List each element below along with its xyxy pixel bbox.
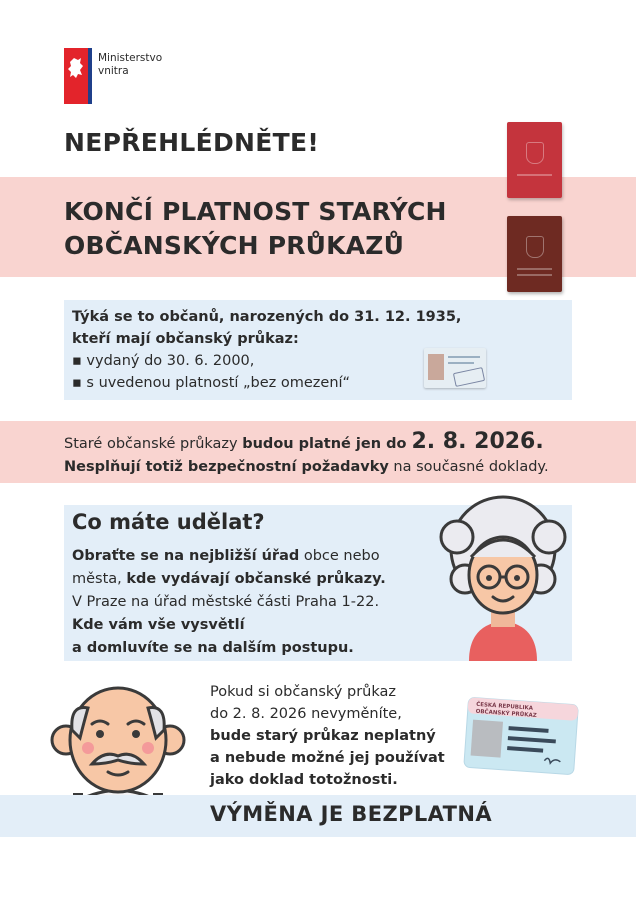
id-card-icon bbox=[424, 348, 486, 388]
ministry-name: Ministerstvo vnitra bbox=[98, 52, 163, 77]
action-title: Co máte udělat? bbox=[72, 510, 265, 534]
validity-line-2: Nesplňují totiž bezpečnostní požadavky na současné doklady. bbox=[64, 459, 549, 475]
eligibility-text: Týká se to občanů, narozených do 31. 12. 1935, kteří mají občanský průkaz: ▪ vydaný do 30. 6. 2000, ▪ s uvedenou platností „bez omezení“ bbox=[72, 306, 461, 394]
ministry-logo-icon bbox=[64, 48, 92, 104]
headline: NEPŘEHLÉDNĚTE! bbox=[64, 128, 320, 157]
new-card-type: OBČANSKÝ PRŮKAZ bbox=[475, 708, 537, 720]
old-id-booklet-red-icon bbox=[507, 122, 562, 198]
new-id-card-icon bbox=[462, 697, 580, 777]
eligibility-bullet: ▪ vydaný do 30. 6. 2000, bbox=[72, 353, 255, 369]
action-text: Obraťte se na nejbližší úřad obce nebo města, kde vydávají občanské průkazy. V Praze na úřad městské části Praha 1-22. Kde vám vše vysvětlí a domluvíte se na dalším postupu. bbox=[72, 548, 386, 656]
validity-date: 2. 8. 2026. bbox=[411, 429, 544, 454]
grandma-icon bbox=[435, 493, 571, 661]
new-card-country: ČESKÁ REPUBLIKA bbox=[475, 701, 534, 712]
page-title: KONČÍ PLATNOST STARÝCH OBČANSKÝCH PRŮKAZŮ bbox=[64, 197, 447, 260]
warning-text: Pokud si občanský průkaz do 2. 8. 2026 nevyměníte, bude starý průkaz neplatný a nebude možné jej používat jako doklad totožnosti. bbox=[210, 684, 445, 788]
free-exchange-note: VÝMĚNA JE BEZPLATNÁ bbox=[210, 802, 493, 826]
eligibility-bullet: ▪ s uvedenou platností „bez omezení“ bbox=[72, 375, 351, 391]
old-id-booklet-brown-icon bbox=[507, 216, 562, 292]
validity-line-1: Staré občanské průkazy budou platné jen do 2. 8. 2026. bbox=[64, 429, 544, 454]
